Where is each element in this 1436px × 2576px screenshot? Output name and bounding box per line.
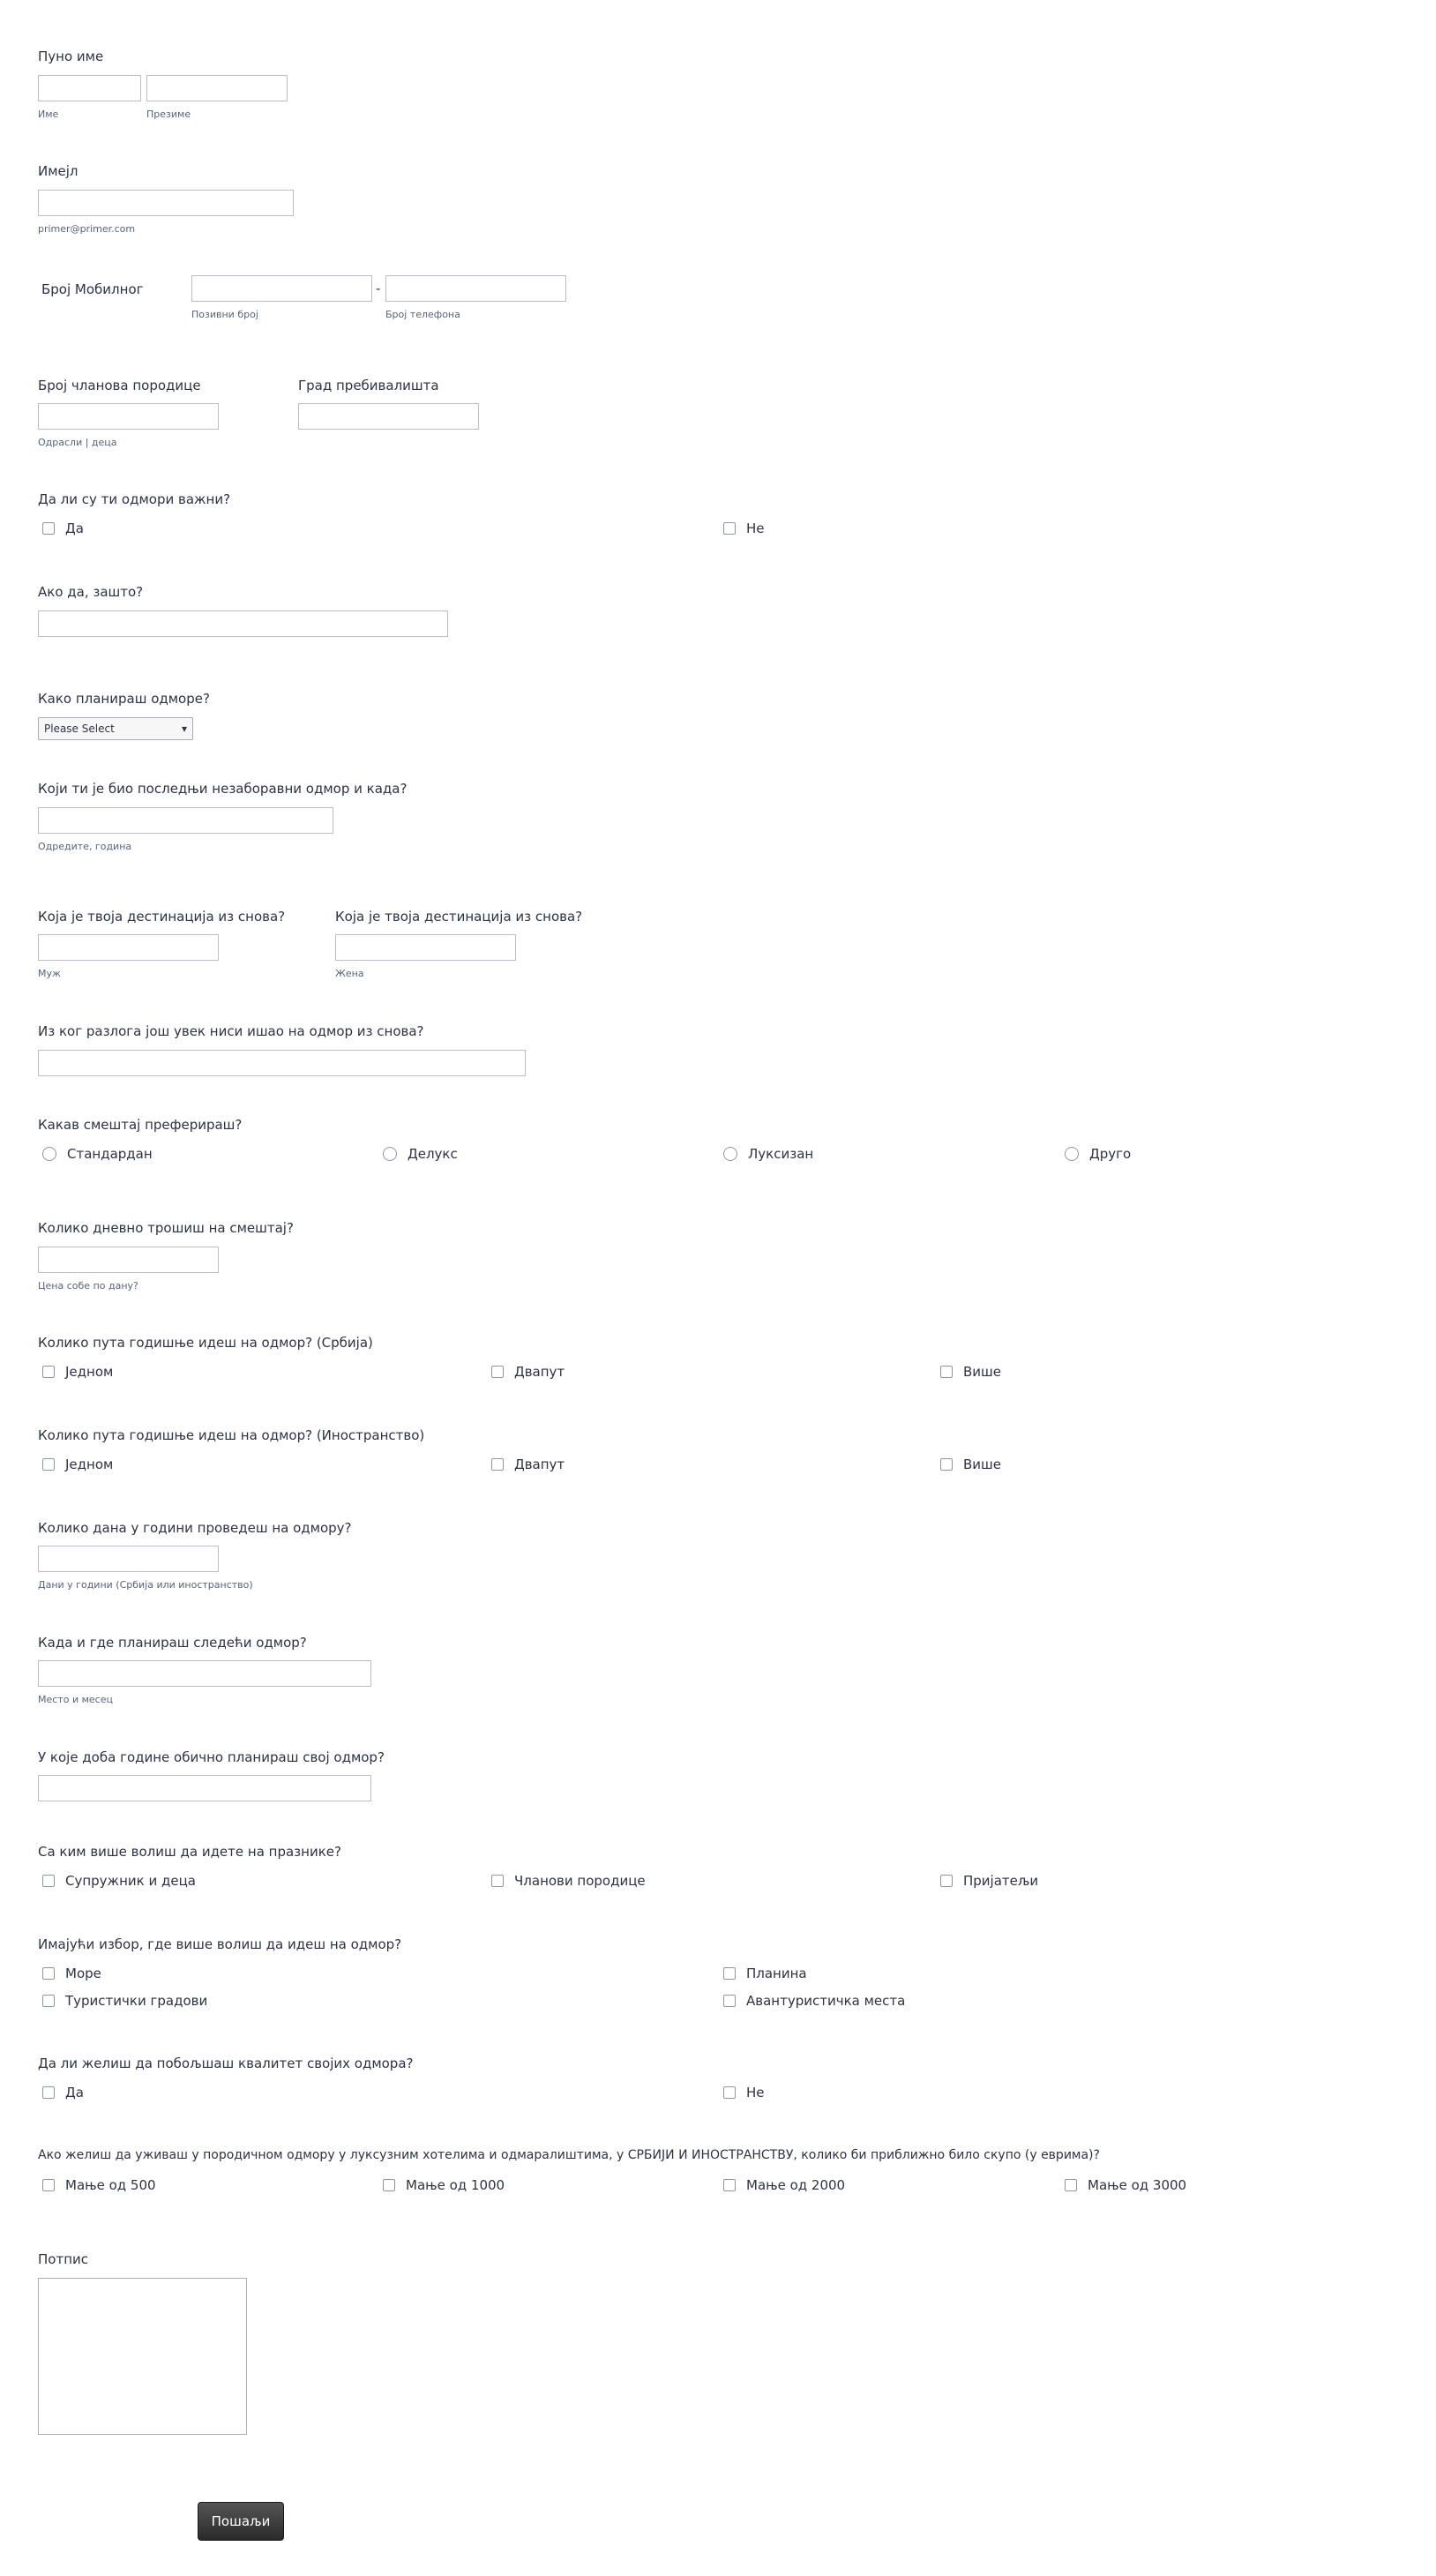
checkbox-icon[interactable] bbox=[42, 1458, 55, 1471]
days-question-label: Колико дана у години проведеш на одмору? bbox=[38, 1520, 352, 1536]
checkbox-icon[interactable] bbox=[723, 2086, 736, 2099]
why-question-label: Ако да, зашто? bbox=[38, 584, 144, 600]
season-input[interactable] bbox=[38, 1775, 371, 1801]
accommodation-option-other[interactable]: Друго bbox=[1065, 1146, 1131, 1162]
times-serbia-option-once[interactable]: Једном bbox=[42, 1364, 113, 1380]
dream-husband-label: Која је твоја дестинација из снова? bbox=[38, 909, 286, 925]
budget-option-500[interactable]: Мање од 500 bbox=[42, 2177, 156, 2193]
with-whom-option-family[interactable]: Чланови породице bbox=[491, 1873, 646, 1889]
times-abroad-question-label: Колико пута годишње идеш на одмор? (Иностранство) bbox=[38, 1427, 425, 1443]
radio-icon[interactable] bbox=[1065, 1147, 1079, 1161]
signature-pad[interactable] bbox=[38, 2278, 247, 2435]
checkbox-icon[interactable] bbox=[723, 1995, 736, 2007]
daily-spend-question-label: Колико дневно трошиш на смештај? bbox=[38, 1220, 294, 1236]
days-input[interactable] bbox=[38, 1546, 219, 1572]
daily-spend-input[interactable] bbox=[38, 1247, 219, 1273]
checkbox-icon[interactable] bbox=[940, 1366, 953, 1378]
city-input[interactable] bbox=[298, 403, 479, 430]
first-name-input[interactable] bbox=[38, 75, 141, 101]
checkbox-icon[interactable] bbox=[940, 1458, 953, 1471]
email-sublabel: primer@primer.com bbox=[38, 223, 136, 235]
times-serbia-option-twice[interactable]: Двапут bbox=[491, 1364, 565, 1380]
dream-husband-input[interactable] bbox=[38, 934, 219, 961]
memorable-input[interactable] bbox=[38, 807, 333, 834]
improve-option-yes[interactable]: Да bbox=[42, 2085, 84, 2100]
checkbox-icon[interactable] bbox=[42, 1995, 55, 2007]
plan-select[interactable]: Please Select ▾ bbox=[38, 717, 193, 740]
checkbox-icon[interactable] bbox=[723, 2179, 736, 2191]
accommodation-question-label: Какав смештај преферираш? bbox=[38, 1117, 243, 1133]
times-abroad-option-once[interactable]: Једном bbox=[42, 1456, 113, 1472]
checkbox-icon[interactable] bbox=[42, 1366, 55, 1378]
next-vacation-question-label: Када и где планираш следећи одмор? bbox=[38, 1635, 307, 1651]
where-option-adventure[interactable]: Авантуристичка места bbox=[723, 1993, 905, 2009]
radio-icon[interactable] bbox=[383, 1147, 397, 1161]
next-vacation-input[interactable] bbox=[38, 1660, 371, 1687]
checkbox-icon[interactable] bbox=[491, 1875, 504, 1887]
memorable-question-label: Који ти је био последњи незаборавни одмор и када? bbox=[38, 781, 408, 797]
plan-question-label: Како планираш одморе? bbox=[38, 691, 210, 707]
budget-question-label: Ако желиш да уживаш у породичном одмору у луксузним хотелима и одмаралиштима, у СРБИЈИ И ИНОСТРАНСТВУ, колико би приближно било скупо (у еврима)? bbox=[38, 2148, 1100, 2162]
with-whom-option-friends[interactable]: Пријатељи bbox=[940, 1873, 1038, 1889]
full-name-label: Пуно име bbox=[38, 49, 104, 64]
budget-option-3000[interactable]: Мање од 3000 bbox=[1065, 2177, 1186, 2193]
checkbox-icon[interactable] bbox=[723, 522, 736, 535]
important-question-label: Да ли су ти одмори важни? bbox=[38, 491, 231, 507]
times-abroad-option-more[interactable]: Више bbox=[940, 1456, 1001, 1472]
budget-option-1000[interactable]: Мање од 1000 bbox=[383, 2177, 505, 2193]
city-label: Град пребивалишта bbox=[298, 378, 439, 393]
phone-number-sublabel: Број телефона bbox=[385, 309, 460, 320]
phone-dash: - bbox=[376, 281, 381, 296]
daily-spend-sublabel: Цена собе по дану? bbox=[38, 1280, 138, 1292]
radio-icon[interactable] bbox=[723, 1147, 737, 1161]
improve-question-label: Да ли желиш да побољшаш квалитет својих одмора? bbox=[38, 2056, 414, 2071]
checkbox-icon[interactable] bbox=[42, 1967, 55, 1980]
radio-icon[interactable] bbox=[42, 1147, 56, 1161]
where-question-label: Имајући избор, где више волиш да идеш на одмор? bbox=[38, 1936, 402, 1952]
first-name-sublabel: Име bbox=[38, 109, 59, 120]
accommodation-option-luxury[interactable]: Луксизан bbox=[723, 1146, 813, 1162]
budget-option-2000[interactable]: Мање од 2000 bbox=[723, 2177, 845, 2193]
phone-label: Број Мобилног bbox=[41, 281, 144, 297]
accommodation-option-standard[interactable]: Стандардан bbox=[42, 1146, 153, 1162]
times-serbia-question-label: Колико пута годишње идеш на одмор? (Србија) bbox=[38, 1335, 373, 1351]
where-option-tourist-cities[interactable]: Туристички градови bbox=[42, 1993, 207, 2009]
important-option-yes[interactable]: Да bbox=[42, 520, 84, 536]
signature-label: Потпис bbox=[38, 2251, 88, 2267]
season-question-label: У које доба године обично планираш свој одмор? bbox=[38, 1749, 385, 1765]
checkbox-icon[interactable] bbox=[491, 1458, 504, 1471]
area-code-input[interactable] bbox=[191, 275, 372, 302]
improve-option-no[interactable]: Не bbox=[723, 2085, 765, 2100]
checkbox-icon[interactable] bbox=[940, 1875, 953, 1887]
checkbox-icon[interactable] bbox=[491, 1366, 504, 1378]
dream-wife-sublabel: Жена bbox=[335, 968, 364, 979]
where-option-mountain[interactable]: Планина bbox=[723, 1966, 807, 1981]
checkbox-icon[interactable] bbox=[723, 1967, 736, 1980]
email-label: Имејл bbox=[38, 163, 79, 179]
dream-husband-sublabel: Муж bbox=[38, 968, 61, 979]
accommodation-option-deluxe[interactable]: Делукс bbox=[383, 1146, 458, 1162]
checkbox-icon[interactable] bbox=[42, 2086, 55, 2099]
checkbox-icon[interactable] bbox=[42, 522, 55, 535]
last-name-sublabel: Презиме bbox=[146, 109, 191, 120]
checkbox-icon[interactable] bbox=[42, 2179, 55, 2191]
with-whom-option-spouse-kids[interactable]: Супружник и деца bbox=[42, 1873, 196, 1889]
family-members-sublabel: Одрасли | деца bbox=[38, 437, 117, 448]
next-vacation-sublabel: Место и месец bbox=[38, 1694, 113, 1705]
why-input[interactable] bbox=[38, 610, 448, 637]
checkbox-icon[interactable] bbox=[1065, 2179, 1077, 2191]
area-code-sublabel: Позивни број bbox=[191, 309, 258, 320]
important-option-no[interactable]: Не bbox=[723, 520, 765, 536]
dream-wife-input[interactable] bbox=[335, 934, 516, 961]
dream-wife-label: Која је твоја дестинација из снова? bbox=[335, 909, 583, 925]
last-name-input[interactable] bbox=[146, 75, 288, 101]
submit-button[interactable]: Пошаљи bbox=[198, 2502, 284, 2541]
reason-input[interactable] bbox=[38, 1050, 526, 1076]
where-option-sea[interactable]: Море bbox=[42, 1966, 101, 1981]
family-members-input[interactable] bbox=[38, 403, 219, 430]
checkbox-icon[interactable] bbox=[383, 2179, 395, 2191]
chevron-down-icon: ▾ bbox=[181, 723, 187, 735]
days-sublabel: Дани у години (Србија или иностранство) bbox=[38, 1579, 253, 1591]
reason-question-label: Из ког разлога још увек ниси ишао на одмор из снова? bbox=[38, 1023, 424, 1039]
checkbox-icon[interactable] bbox=[42, 1875, 55, 1887]
times-abroad-option-twice[interactable]: Двапут bbox=[491, 1456, 565, 1472]
with-whom-question-label: Са ким више волиш да идете на празнике? bbox=[38, 1844, 341, 1860]
phone-number-input[interactable] bbox=[385, 275, 566, 302]
email-input[interactable] bbox=[38, 190, 294, 216]
memorable-sublabel: Одредите, година bbox=[38, 841, 132, 852]
times-serbia-option-more[interactable]: Више bbox=[940, 1364, 1001, 1380]
family-members-label: Број чланова породице bbox=[38, 378, 201, 393]
